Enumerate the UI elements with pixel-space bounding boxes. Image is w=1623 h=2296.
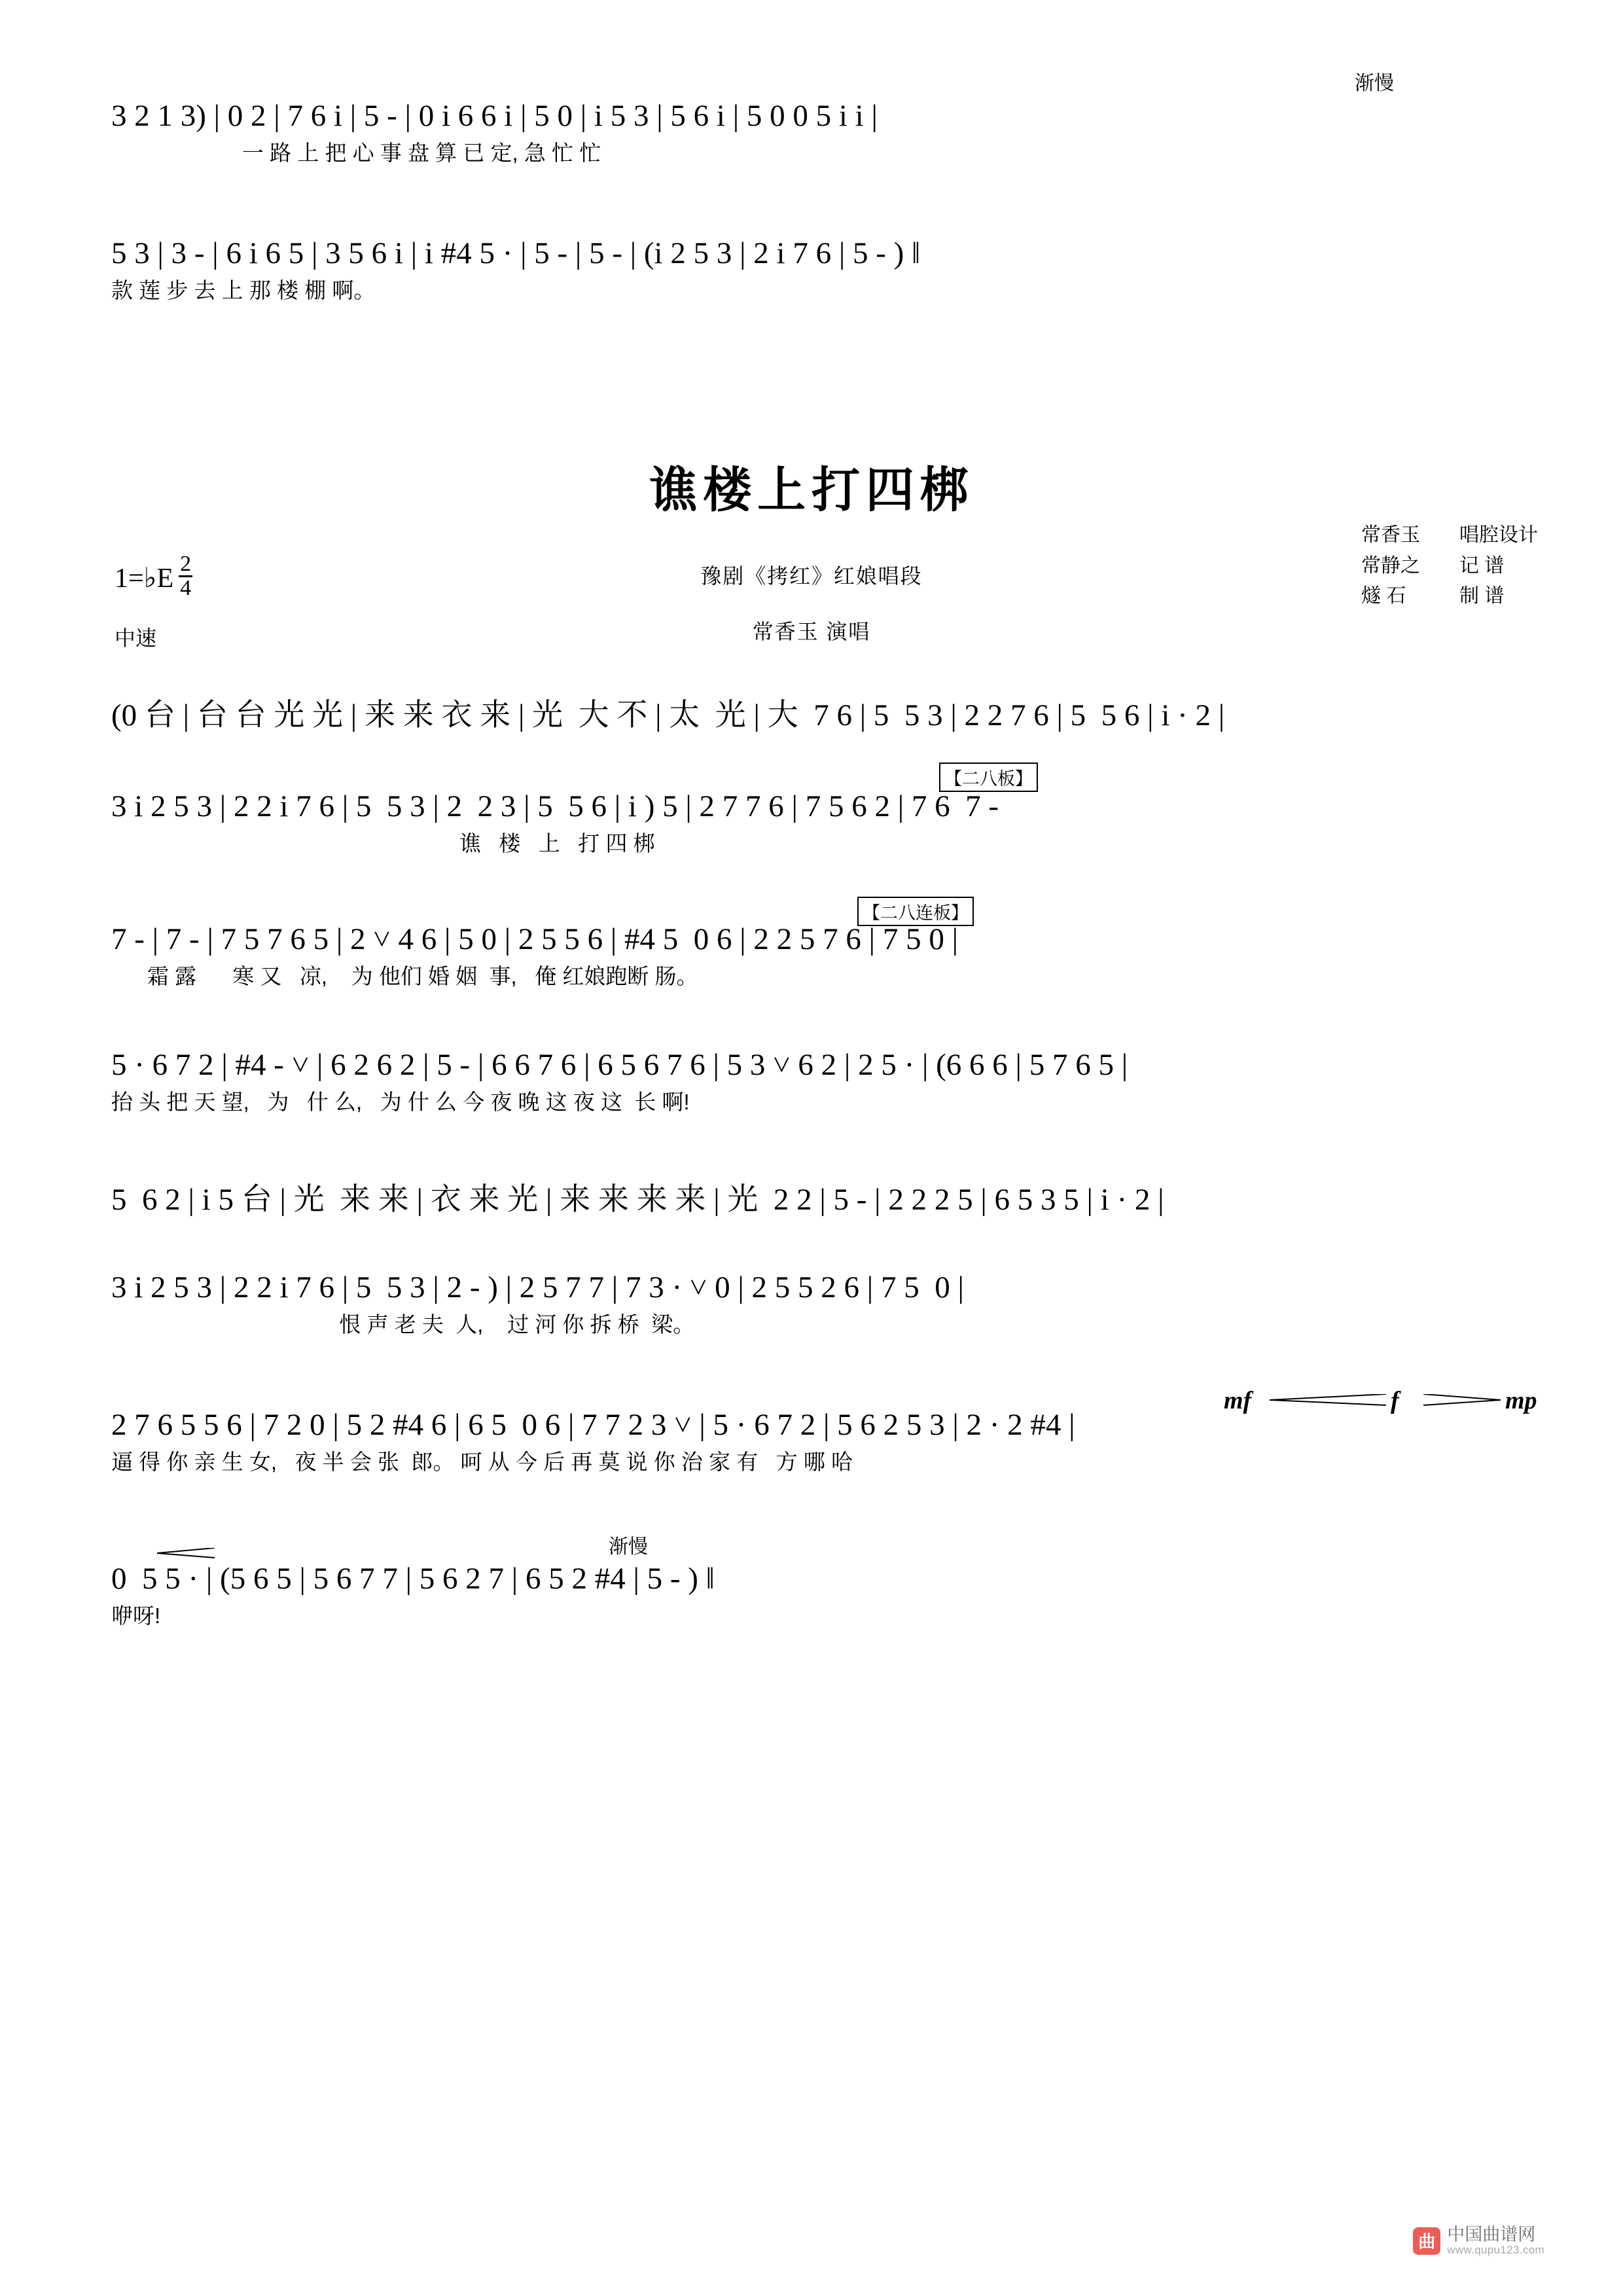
credit-role-1: 记 谱 [1459, 554, 1505, 577]
body-lyrics-4: 抬 头 把 天 望, 为 什 么, 为 什 么 今 夜 晚 这 夜 这 长 啊! [111, 1090, 690, 1114]
body-system-2 [111, 789, 1512, 857]
credit-row [1361, 581, 1538, 612]
credit-row [1361, 520, 1538, 551]
time-signature-denominator: 4 [180, 576, 192, 600]
body-lyrics-2: 谯 楼 上 打 四 梆 [111, 831, 655, 855]
excerpt-lyrics-2: 款 莲 步 去 上 那 楼 棚 啊。 [111, 278, 376, 302]
body-system-3 [111, 922, 1512, 990]
excerpt-system-1 [111, 73, 1512, 167]
body-system-4 [111, 1047, 1512, 1116]
credits-block [1361, 520, 1538, 612]
credit-name-0: 常香玉 [1361, 524, 1420, 546]
diminuendo-hairpin-icon [1423, 1394, 1502, 1405]
tempo-mark-rit-1: 渐慢 [1355, 73, 1394, 94]
time-signature [179, 553, 192, 600]
credit-role-2: 制 谱 [1459, 585, 1505, 607]
body-system-7 [111, 1407, 1512, 1476]
body-system-5 [111, 1175, 1512, 1219]
crescendo-hairpin-small-icon [157, 1548, 216, 1558]
body-notes-4: 5 · 6 7 2 | #4 - ˅ | 6 2 6 2 | 5 - | 6 6 7 6 | 6 5 6 7 6 | 5 3 ˅ 6 2 | 2 5 · | (6 6 6 | 5 7 6 5 | [111, 1048, 1128, 1082]
excerpt-notes-2: 5 3 | 3 - | 6 i 6 5 | 3 5 6 i | i #4 5 · | 5 - | 5 - | (i 2 5 3 | 2 i 7 6 | 5 - ) ‖ [111, 236, 921, 270]
body-system-1 [111, 691, 1512, 734]
key-signature [115, 553, 192, 600]
dynamic-mp: mp [1505, 1387, 1537, 1414]
credit-role-0: 唱腔设计 [1459, 524, 1538, 546]
body-system-6 [111, 1270, 1512, 1338]
credit-name-1: 常静之 [1361, 554, 1420, 577]
dynamic-mf: mf [1224, 1387, 1252, 1414]
body-notes-7: 2 7 6 5 5 6 | 7 2 0 | 5 2 #4 6 | 6 5 0 6 | 7 7 2 3 ˅ | 5 · 6 7 2 | 5 6 2 5 3 | 2 · 2 #4 | [111, 1408, 1075, 1442]
dynamic-f: f [1391, 1387, 1399, 1414]
body-notes-6: 3 i 2 5 3 | 2 2 i 7 6 | 5 5 3 | 2 - ) | 2 5 7 7 | 7 3 · ˅ 0 | 2 5 5 2 6 | 7 5 0 | [111, 1270, 964, 1304]
crescendo-hairpin-icon [1270, 1394, 1387, 1405]
excerpt-notes-1: 3 2 1 3) | 0 2 | 7 6 i | 5 - | 0 i 6 6 i | 5 0 | i 5 3 | 5 6 i | 5 0 0 5 i i | [111, 99, 878, 133]
watermark-logo-icon: 曲 [1413, 2227, 1440, 2255]
body-lyrics-8: 咿呀! [111, 1604, 161, 1628]
excerpt-system-2 [111, 236, 1512, 304]
watermark-site-name: 中国曲谱网 [1447, 2224, 1536, 2244]
site-watermark [1413, 2225, 1544, 2257]
credit-row [1361, 551, 1538, 582]
body-lyrics-6: 恨 声 老 夫 人, 过 河 你 拆 桥 梁。 [111, 1312, 695, 1336]
tempo-text: 中速 [115, 626, 157, 650]
credit-name-2: 燧 石 [1361, 585, 1406, 607]
banner-erbaban [939, 762, 1038, 792]
body-notes-8: 0 5 5 · | (5 6 5 | 5 6 7 7 | 5 6 2 7 | 6 5 2 #4 | 5 - ) ‖ [111, 1562, 715, 1596]
body-notes-1: (0 台 | 台 台 光 光 | 来 来 衣 来 | 光 大 不 | 太 光 | 大 7 6 | 5 5 3 | 2 2 7 6 | 5 5 6 | i · 2 | [111, 698, 1225, 732]
page-title: 谯楼上打四梆 [649, 463, 974, 517]
banner-label-0: 【二八板】 [939, 762, 1038, 792]
body-notes-5: 5 6 2 | i 5 台 | 光 来 来 | 衣 来 光 | 来 来 来 来 | 光 2 2 | 5 - | 2 2 2 5 | 6 5 3 5 | i · 2 | [111, 1183, 1164, 1217]
watermark-text [1447, 2225, 1544, 2257]
time-signature-numerator: 2 [180, 552, 192, 576]
excerpt-lyrics-1: 一 路 上 把 心 事 盘 算 已 定, 急 忙 忙 [242, 141, 601, 165]
banner-label-1: 【二八连板】 [857, 897, 974, 926]
subtitle-source: 豫剧《拷红》红娘唱段 [700, 564, 923, 588]
body-lyrics-3: 霜 露 寒 又 凉, 为 他们 婚 姻 事, 俺 红娘跑断 肠。 [111, 964, 698, 988]
body-notes-3: 7 - | 7 - | 7 5 7 6 5 | 2 ˅ 4 6 | 5 0 | 2 5 5 6 | #4 5 0 6 | 2 2 5 7 6 | 7 5 0 | [111, 922, 958, 956]
key-signature-text: 1=♭E [115, 564, 174, 594]
body-system-8 [111, 1561, 1512, 1630]
watermark-site-url: www.qupu123.com [1447, 2244, 1544, 2257]
body-notes-2: 3 i 2 5 3 | 2 2 i 7 6 | 5 5 3 | 2 2 3 | 5 5 6 | i ) 5 | 2 7 7 6 | 7 5 6 2 | 7 6 7 - [111, 789, 999, 823]
tempo-mark-rit-2: 渐慢 [609, 1536, 648, 1558]
subtitle-performer: 常香玉 演唱 [752, 620, 871, 643]
body-lyrics-7: 逼 得 你 亲 生 女, 夜 半 会 张 郎。 呵 从 今 后 再 莫 说 你 治 家 有 方 哪 哈 [111, 1450, 853, 1474]
